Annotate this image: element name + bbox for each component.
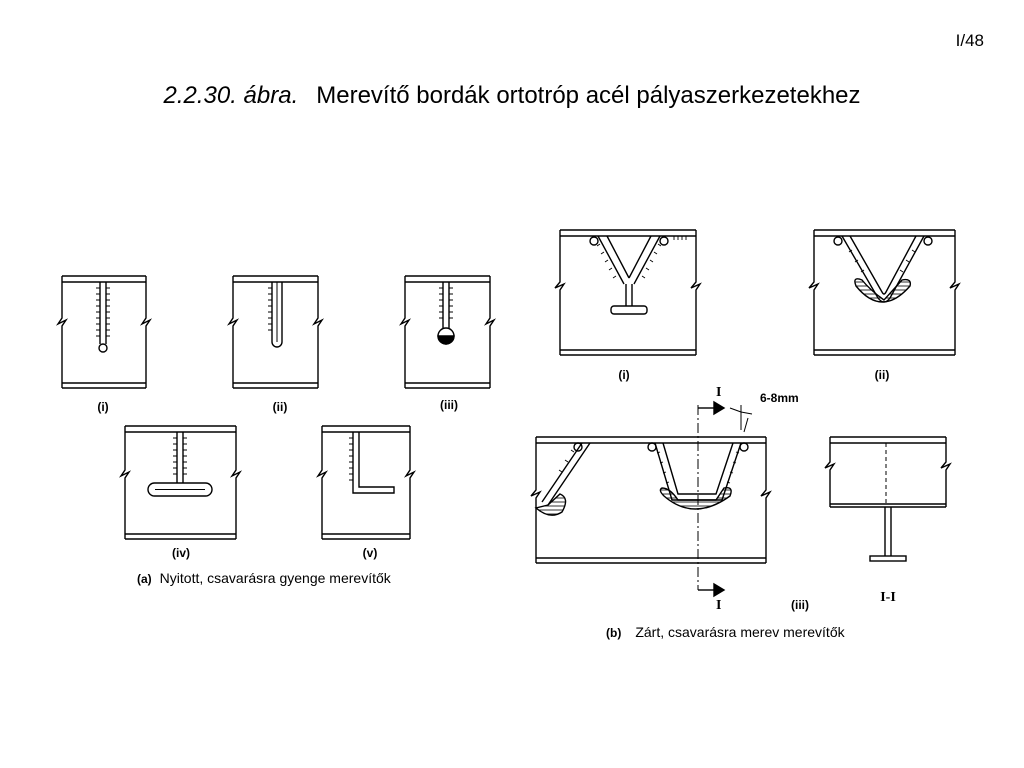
closed-rib-i-diagram <box>555 230 700 355</box>
open-rib-i-label: (i) <box>97 400 109 414</box>
open-rib-ii-label: (ii) <box>272 400 288 414</box>
closed-rib-ii-label: (ii) <box>874 368 890 382</box>
open-rib-i-diagram <box>58 276 150 388</box>
closed-rib-iii-label: (iii) <box>791 598 809 612</box>
closed-rib-iii-diagram <box>531 402 770 596</box>
open-rib-v-diagram <box>318 426 414 539</box>
section-mark-bottom: I <box>716 598 722 613</box>
open-rib-v-label: (v) <box>362 546 378 560</box>
open-rib-iii-label: (iii) <box>440 398 458 412</box>
closed-ribs-caption <box>606 624 846 640</box>
section-mark-top: I <box>716 385 722 400</box>
open-rib-iii-diagram <box>401 276 494 388</box>
section-label: I-I <box>880 590 896 605</box>
closed-rib-ii-diagram <box>809 230 959 355</box>
caption-b-text: Zárt, csavarásra merev merevítők <box>635 624 845 640</box>
closed-rib-i-label: (i) <box>618 368 630 382</box>
title-text: Merevítő bordák ortotróp acél pályaszerkezetekhez <box>316 82 861 109</box>
gap-dimension: 6-8mm <box>760 391 799 405</box>
open-rib-ii-diagram <box>229 276 322 388</box>
open-ribs-caption <box>137 570 392 586</box>
open-rib-iv-label: (iv) <box>172 546 190 560</box>
open-rib-iv-diagram <box>121 426 240 539</box>
caption-a-letter: (a) <box>137 572 152 586</box>
section-i-i-diagram <box>825 437 950 561</box>
figure-number: 2.2.30. ábra. <box>163 82 299 109</box>
caption-b-letter: (b) <box>606 626 622 640</box>
page-number: I/48 <box>955 31 984 50</box>
caption-a-text: Nyitott, csavarásra gyenge merevítők <box>159 570 391 586</box>
